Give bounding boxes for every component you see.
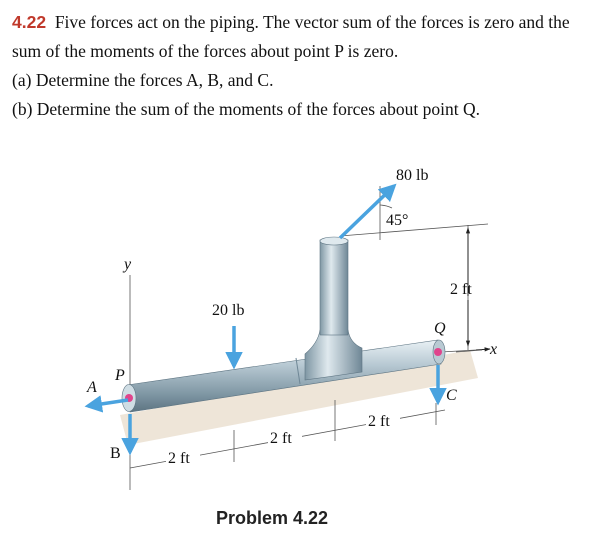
part-a-text: Determine the forces A, B, and C. — [35, 70, 274, 90]
svg-text:2 ft: 2 ft — [270, 430, 292, 447]
riser-top — [320, 237, 348, 245]
part-b-text: Determine the sum of the moments of the forces about point Q. — [36, 99, 481, 119]
x-axis-arrow — [476, 349, 490, 350]
riser-pipe — [320, 240, 348, 335]
label-point-p: P — [115, 367, 125, 384]
problem-statement-text: Five forces act on the piping. The vector sum of the forces is zero and the sum of the moments of the forces about point P is zero. — [12, 12, 570, 61]
dim-top-ref — [340, 224, 488, 236]
label-force-b: B — [110, 445, 121, 462]
dim-label-vertical: 2 ft — [450, 281, 472, 298]
dim-label-3 — [366, 412, 400, 430]
svg-text:2 ft: 2 ft — [368, 413, 390, 430]
dim-label-2 — [268, 429, 302, 447]
figure-caption: Problem 4.22 — [215, 508, 329, 528]
label-20-lb: 20 lb — [212, 302, 245, 319]
svg-text:2 ft: 2 ft — [168, 450, 190, 467]
point-q-dot — [434, 348, 442, 356]
force-a-arrow — [88, 400, 128, 406]
label-force-a: A — [87, 379, 97, 396]
label-point-q: Q — [434, 320, 446, 337]
tee-fitting — [305, 330, 362, 380]
label-axis-y: y — [124, 256, 132, 273]
problem-number: 4.22 — [12, 12, 47, 32]
angle-arc — [380, 205, 392, 208]
dim-label-1 — [166, 449, 200, 467]
label-80-lb: 80 lb — [396, 167, 429, 184]
label-force-c: C — [446, 387, 457, 404]
label-45-deg: 45° — [386, 212, 409, 229]
part-a-label: (a) — [12, 70, 32, 90]
part-b-label: (b) — [12, 99, 33, 119]
label-axis-x: x — [490, 341, 498, 358]
